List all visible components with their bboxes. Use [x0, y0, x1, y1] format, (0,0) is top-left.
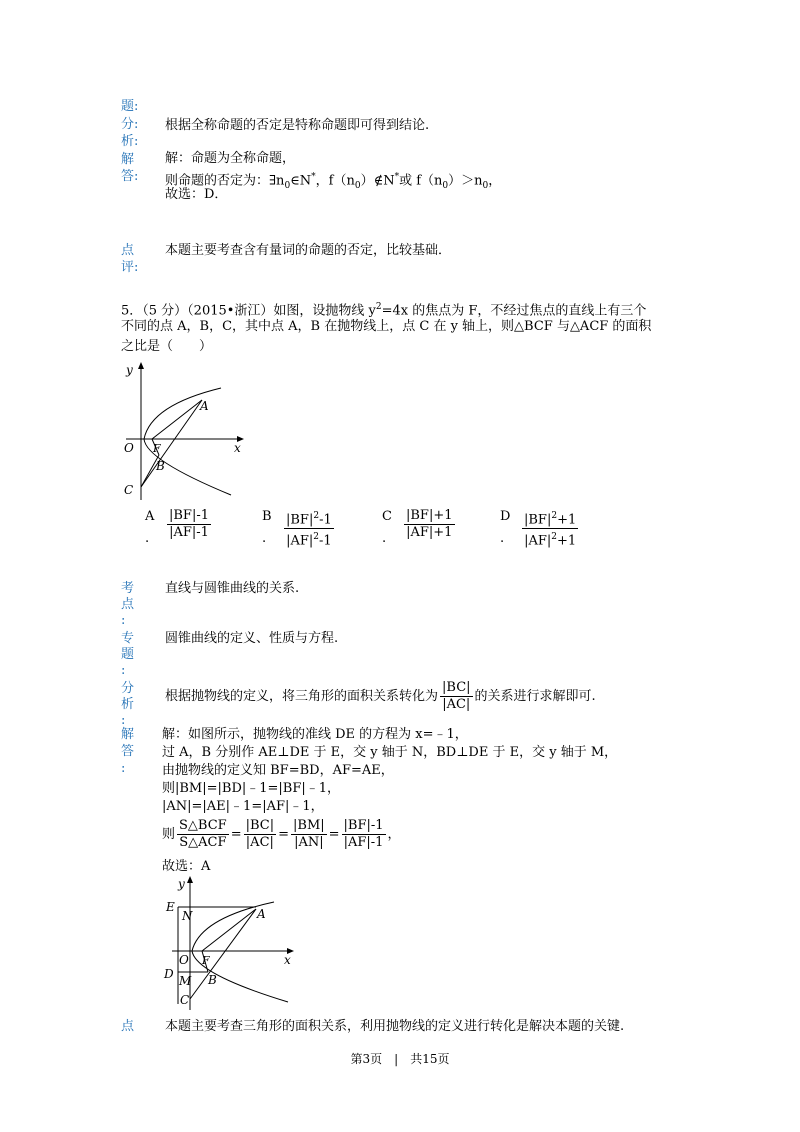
label-fenxi-colon: :: [121, 713, 126, 728]
jieda-top-line3: 故选：D．: [165, 187, 228, 202]
zhuanti-text: 圆锥曲线的定义、性质与方程.: [165, 631, 339, 646]
label-da: 答:: [121, 169, 139, 184]
label-c-2: C: [180, 993, 190, 1007]
label-e-2: E: [166, 900, 175, 914]
label-o: O: [124, 441, 134, 455]
label-jieda-colon: :: [121, 761, 126, 776]
label-fen: 分:: [121, 117, 139, 132]
label-kao-dian: 点: [121, 597, 135, 612]
label-jie2: 解: [121, 727, 135, 742]
q5-line2: 不同的点 A，B，C，其中点 A，B 在抛物线上，点 C 在 y 轴上，则△BCF 与△ACF 的面积: [121, 319, 652, 334]
option-d-fraction: $\frac{|BF|^2+1}{|AF|^2+1}$: [522, 508, 578, 550]
label-kao-colon: :: [121, 613, 126, 628]
option-c-fraction: $\frac{|BF|+1}{|AF|+1}$: [406, 508, 453, 540]
bm-an-fraction: $\frac{|BM|}{|AN|}$: [293, 818, 325, 850]
jieda-area-ratio: 则 $\frac{\text{S△BCF}}{\text{S△ACF}}$ = $\frac{|BC|}{|AC|}$ = $\frac{|BM|}{|AN|}$ = $\frac{|BF|-1}{|AF|-1}$ ，: [162, 818, 401, 850]
label-dian2: 点: [121, 1019, 135, 1034]
label-f: F: [153, 442, 161, 455]
parabola-figure-1: [116, 360, 250, 505]
label-b: B: [156, 459, 165, 473]
label-fen2: 分: [121, 681, 135, 696]
label-n-2: N: [182, 909, 193, 923]
line-ca: [141, 400, 202, 487]
label-zhuan: 专: [121, 631, 135, 646]
label-y: y: [126, 363, 133, 377]
dianping2-text: 本题主要考查三角形的面积关系，利用抛物线的定义进行转化是解决本题的关键.: [165, 1019, 625, 1034]
line-af: [152, 400, 202, 439]
label-zhuan-colon: :: [121, 663, 126, 678]
area-ratio-fraction: $\frac{\text{S△BCF}}{\text{S△ACF}}$: [179, 818, 227, 850]
label-x-2: x: [284, 953, 291, 967]
fenxi-text-top: 根据全称命题的否定是特称命题即可得到结论.: [165, 118, 430, 133]
fenxi-text: 根据抛物线的定义，将三角形的面积关系转化为 $\frac{|BC|}{|AC|}$ 的关系进行求解即可.: [165, 680, 596, 712]
line-af-2: [202, 909, 256, 951]
label-f-2: F: [202, 954, 210, 967]
label-ping: 评:: [121, 260, 139, 275]
jieda-top-line1: 解：命题为全称命题，: [165, 151, 296, 166]
label-d-2: D: [164, 967, 174, 981]
label-dian: 点: [121, 243, 135, 258]
page-footer: 第3页 | 共15页: [350, 1052, 450, 1066]
line-ca-2: [190, 909, 256, 999]
label-xi: 析:: [121, 134, 139, 149]
jieda-line5: |AN|=|AE|﹣1=|AF|﹣1，: [162, 799, 324, 814]
jieda-line3: 由抛物线的定义知 BF=BD，AF=AE，: [162, 763, 394, 778]
parabola-figure-2: [158, 874, 298, 1012]
label-y-2: y: [178, 877, 185, 891]
label-ti: 题:: [121, 99, 139, 114]
q5-line3: 之比是（ ）: [121, 339, 213, 354]
label-xi2: 析: [121, 697, 135, 712]
q5-line1: 5．（5 分）（2015•浙江）如图，设抛物线 $y^2=4x$ 的焦点为 F，不经过焦点的直线上有三个: [121, 302, 647, 319]
label-o-2: O: [179, 953, 189, 967]
label-kao: 考: [121, 581, 135, 596]
option-b-fraction: $\frac{|BF|^2-1}{|AF|^2-1}$: [284, 508, 334, 550]
label-da2: 答: [121, 744, 135, 759]
label-jie: 解: [121, 152, 135, 167]
label-c: C: [124, 483, 134, 497]
dianping-text-top: 本题主要考查含有量词的命题的否定，比较基础．: [165, 243, 452, 258]
jieda-line4: 则|BM|=|BD|﹣1=|BF|﹣1，: [162, 781, 341, 796]
label-a-2: A: [257, 907, 266, 921]
bf-af-fraction: $\frac{|BF|-1}{|AF|-1}$: [343, 818, 384, 850]
jieda-top-line2: 则命题的否定为：$\exists n_0\in N^*$，$f(n_0)\notin N^*$或 $f(n_0)>n_0$，: [165, 172, 502, 191]
label-zhuan-ti: 题: [121, 647, 135, 662]
bc-ac-fraction: $\frac{|BC|}{|AC|}$: [245, 818, 275, 850]
jieda-line2: 过 A，B 分别作 AE⊥DE 于 E，交 y 轴于 N，BD⊥DE 于 E，交 y 轴于 M，: [162, 745, 618, 760]
label-m-2: M: [179, 974, 192, 988]
label-a: A: [200, 399, 209, 413]
parabola-curve-2: [192, 902, 288, 1002]
fenxi-fraction: $\frac{|BC|}{|AC|}$: [442, 680, 471, 712]
label-x: x: [234, 441, 241, 455]
label-b-2: B: [208, 973, 217, 987]
option-a-fraction: $\frac{|BF|-1}{|AF|-1}$: [169, 508, 209, 540]
kaodian-text: 直线与圆锥曲线的关系.: [165, 581, 300, 596]
jieda-line1: 解：如图所示，抛物线的准线 DE 的方程为 x=﹣1，: [162, 727, 468, 742]
jieda-answer: 故选：A: [162, 859, 211, 874]
